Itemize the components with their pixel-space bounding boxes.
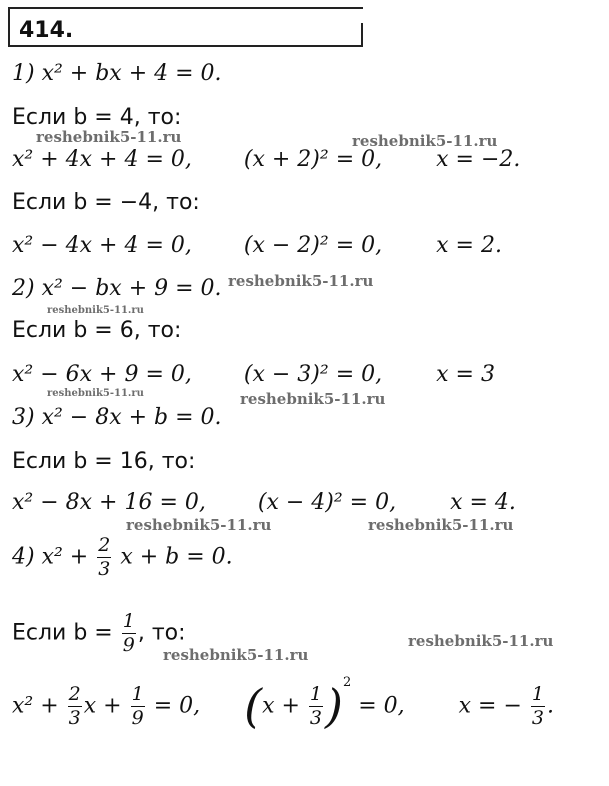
watermark: reshebnik5-11.ru <box>36 128 182 146</box>
solution-1b-root: x = 2. <box>436 233 502 258</box>
fraction-num: 1 <box>309 683 322 705</box>
solution-1a-root: x = −2. <box>436 147 521 172</box>
cond-2-text: Если b = 6, то: <box>12 318 182 343</box>
eq-4-post: x + b = 0. <box>120 544 233 570</box>
cond-4 <box>12 612 186 655</box>
cond-3-text: Если b = 16, то: <box>12 449 196 474</box>
fraction-den: 3 <box>68 707 81 729</box>
cond-2 <box>12 320 181 342</box>
solution-3-root: x = 4. <box>450 490 516 515</box>
watermark: reshebnik5-11.ru <box>352 132 498 150</box>
exponent-2: 2 <box>342 675 352 691</box>
cond-1b-text: Если b = −4, то: <box>12 190 200 215</box>
solution-4-mid: x + <box>83 693 122 719</box>
fraction-den: 9 <box>131 707 144 729</box>
problem-number: 414. <box>19 18 74 43</box>
paren-open: ( <box>244 679 263 734</box>
cond-1b <box>12 192 200 214</box>
watermark: reshebnik5-11.ru <box>47 305 144 316</box>
cond-1a <box>12 107 181 129</box>
eq-3: 3) x² − 8x + b = 0. <box>12 405 222 430</box>
eq-1: 1) x² + bx + 4 = 0. <box>12 61 222 86</box>
fraction-den: 3 <box>531 707 545 729</box>
solution-2-eq: x² − 6x + 9 = 0, <box>12 362 192 387</box>
solution-4-square-post: = 0, <box>358 693 405 719</box>
fraction-2-3-b <box>68 685 82 728</box>
fraction-num: 1 <box>531 683 545 705</box>
solution-1b-square: (x − 2)² = 0, <box>243 233 383 258</box>
cond-4-pre: Если b = <box>12 620 113 646</box>
solution-3-eq: x² − 8x + 16 = 0, <box>12 490 206 515</box>
solution-4-pre: x² + <box>12 693 59 719</box>
solution-4 <box>12 675 555 734</box>
fraction-den: 9 <box>122 634 135 656</box>
watermark: reshebnik5-11.ru <box>47 388 144 399</box>
fraction-1-3-b <box>531 685 545 728</box>
fraction-den: 3 <box>309 707 322 729</box>
solution-3 <box>12 492 516 514</box>
solution-4-square-inner: x + <box>262 693 300 719</box>
fraction-1-3 <box>309 685 323 728</box>
solution-2-root: x = 3 <box>436 362 495 387</box>
solution-4-root-pre: x = − <box>458 693 522 719</box>
solution-1b-eq: x² − 4x + 4 = 0, <box>12 233 192 258</box>
solution-2-square: (x − 3)² = 0, <box>243 362 383 387</box>
solution-2 <box>12 364 495 386</box>
solution-4-post: = 0, <box>153 693 201 719</box>
watermark: reshebnik5-11.ru <box>228 272 374 290</box>
fraction-1-9 <box>122 612 136 655</box>
paren-close: ) <box>325 679 343 734</box>
solution-1b <box>12 235 502 257</box>
problem-header-box <box>8 7 363 47</box>
watermark: reshebnik5-11.ru <box>240 390 386 408</box>
eq-4 <box>12 536 233 579</box>
cond-3 <box>12 451 195 473</box>
fraction-num: 2 <box>68 683 81 705</box>
solution-1a-eq: x² + 4x + 4 = 0, <box>12 147 192 172</box>
watermark: reshebnik5-11.ru <box>408 632 554 650</box>
fraction-2-3 <box>97 536 111 579</box>
fraction-den: 3 <box>98 558 111 580</box>
solution-4-root-post: . <box>547 693 555 719</box>
watermark: reshebnik5-11.ru <box>368 516 514 534</box>
fraction-num: 1 <box>122 610 135 632</box>
solution-3-square: (x − 4)² = 0, <box>257 490 397 515</box>
fraction-num: 2 <box>98 534 111 556</box>
watermark: reshebnik5-11.ru <box>126 516 272 534</box>
cond-1a-text: Если b = 4, то: <box>12 105 182 130</box>
solution-1a-square: (x + 2)² = 0, <box>243 147 383 172</box>
watermark: reshebnik5-11.ru <box>163 646 309 664</box>
solution-1a <box>12 149 520 171</box>
eq-4-pre: 4) x² + <box>12 544 89 570</box>
cond-4-post: , то: <box>137 620 186 646</box>
eq-2: 2) x² − bx + 9 = 0. <box>12 276 222 301</box>
fraction-num: 1 <box>131 683 144 705</box>
fraction-1-9-b <box>131 685 145 728</box>
